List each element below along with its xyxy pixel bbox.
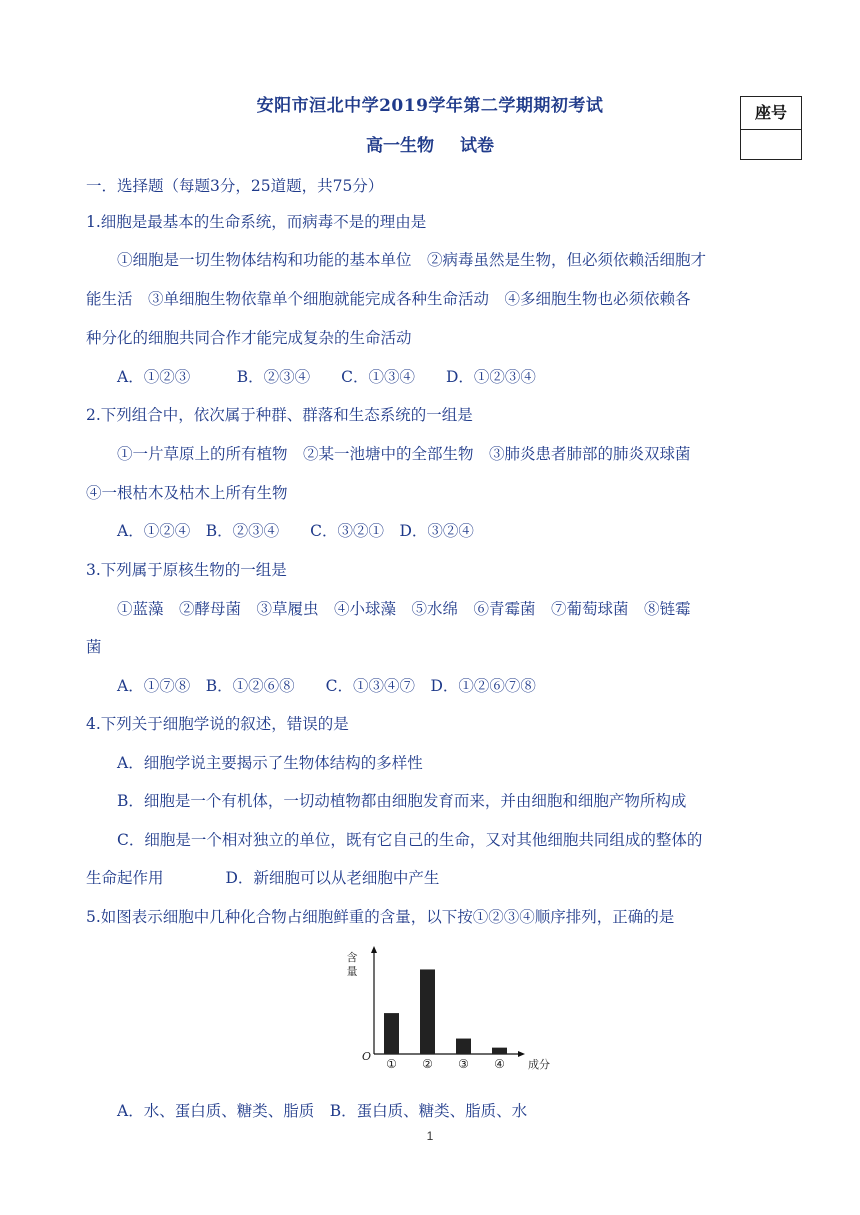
question-4-option-c-line-2: 生命起作用 D．新细胞可以从老细胞中产生 [86, 869, 440, 887]
question-2-options: A．①②④ B．②③④ C．③②① D．③②④ [117, 522, 474, 540]
seat-number-box [740, 96, 802, 160]
x-axis-label: 成分 [528, 1058, 550, 1071]
x-tick-label-2: ② [422, 1057, 433, 1071]
question-1-stem: 1.细胞是最基本的生命系统，而病毒不是的理由是 [86, 213, 427, 231]
bar-1 [384, 1013, 399, 1054]
question-4-stem: 4.下列关于细胞学说的叙述，错误的是 [86, 715, 349, 733]
question-3-options: A．①⑦⑧ B．①②⑥⑧ C．①③④⑦ D．①②⑥⑦⑧ [117, 677, 536, 695]
bar-4 [492, 1048, 507, 1054]
subject-label: 高一生物 [366, 136, 435, 156]
question-1-line-3: 种分化的细胞共同合作才能完成复杂的生命活动 [86, 329, 412, 347]
exam-title: 安阳市洹北中学2019学年第二学期期初考试 [256, 96, 604, 116]
y-axis-label: 量 [346, 965, 358, 978]
page-number: 1 [426, 1129, 434, 1143]
question-1-line-1: ①细胞是一切生物体结构和功能的基本单位 ②病毒虽然是生物，但必须依赖活细胞才 [117, 251, 707, 269]
exam-subtitle [0, 131, 860, 156]
question-3-stem: 3.下列属于原核生物的一组是 [86, 561, 287, 579]
seat-number-label: 座号 [741, 97, 801, 130]
question-5-stem: 5.如图表示细胞中几种化合物占细胞鲜重的含量，以下按①②③④顺序排列，正确的是 [86, 908, 675, 926]
question-5-options: A．水、蛋白质、糖类、脂质 B．蛋白质、糖类、脂质、水 [117, 1102, 528, 1120]
question-3-line-1: ①蓝藻 ②酵母菌 ③草履虫 ④小球藻 ⑤水绵 ⑥青霉菌 ⑦葡萄球菌 ⑧链霉 [117, 600, 691, 618]
y-axis-label: 含 [346, 951, 358, 964]
question-3-line-2: 菌 [86, 638, 102, 656]
x-tick-label-3: ③ [458, 1057, 469, 1071]
bar-3 [456, 1039, 471, 1054]
paper-label: 试卷 [459, 136, 494, 156]
question-1-line-2: 能生活 ③单细胞生物依靠单个细胞就能完成各种生命活动 ④多细胞生物也必须依赖各 [86, 290, 691, 308]
x-tick-label-4: ④ [494, 1057, 505, 1071]
question-4-option-c-line-1: C．细胞是一个相对独立的单位，既有它自己的生命，又对其他细胞共同组成的整体的 [117, 831, 703, 849]
question-2-line-2: ④一根枯木及枯木上所有生物 [86, 484, 288, 502]
origin-label: O [362, 1050, 372, 1063]
section-heading: 一．选择题（每题3分，25道题，共75分） [86, 177, 384, 195]
x-axis-arrow [518, 1051, 525, 1057]
question-4-option-a: A．细胞学说主要揭示了生物体结构的多样性 [117, 754, 423, 772]
question-1-options: A．①②③ B．②③④ C．①③④ D．①②③④ [117, 368, 536, 386]
x-tick-label-1: ① [386, 1057, 397, 1071]
compound-content-bar-chart [338, 944, 558, 1079]
question-4-option-b: B．细胞是一个有机体，一切动植物都由细胞发育而来，并由细胞和细胞产物所构成 [117, 792, 687, 810]
bar-2 [420, 969, 435, 1054]
question-2-line-1: ①一片草原上的所有植物 ②某一池塘中的全部生物 ③肺炎患者肺部的肺炎双球菌 [117, 445, 691, 463]
y-axis-arrow [371, 946, 377, 953]
question-2-stem: 2.下列组合中，依次属于种群、群落和生态系统的一组是 [86, 406, 473, 424]
